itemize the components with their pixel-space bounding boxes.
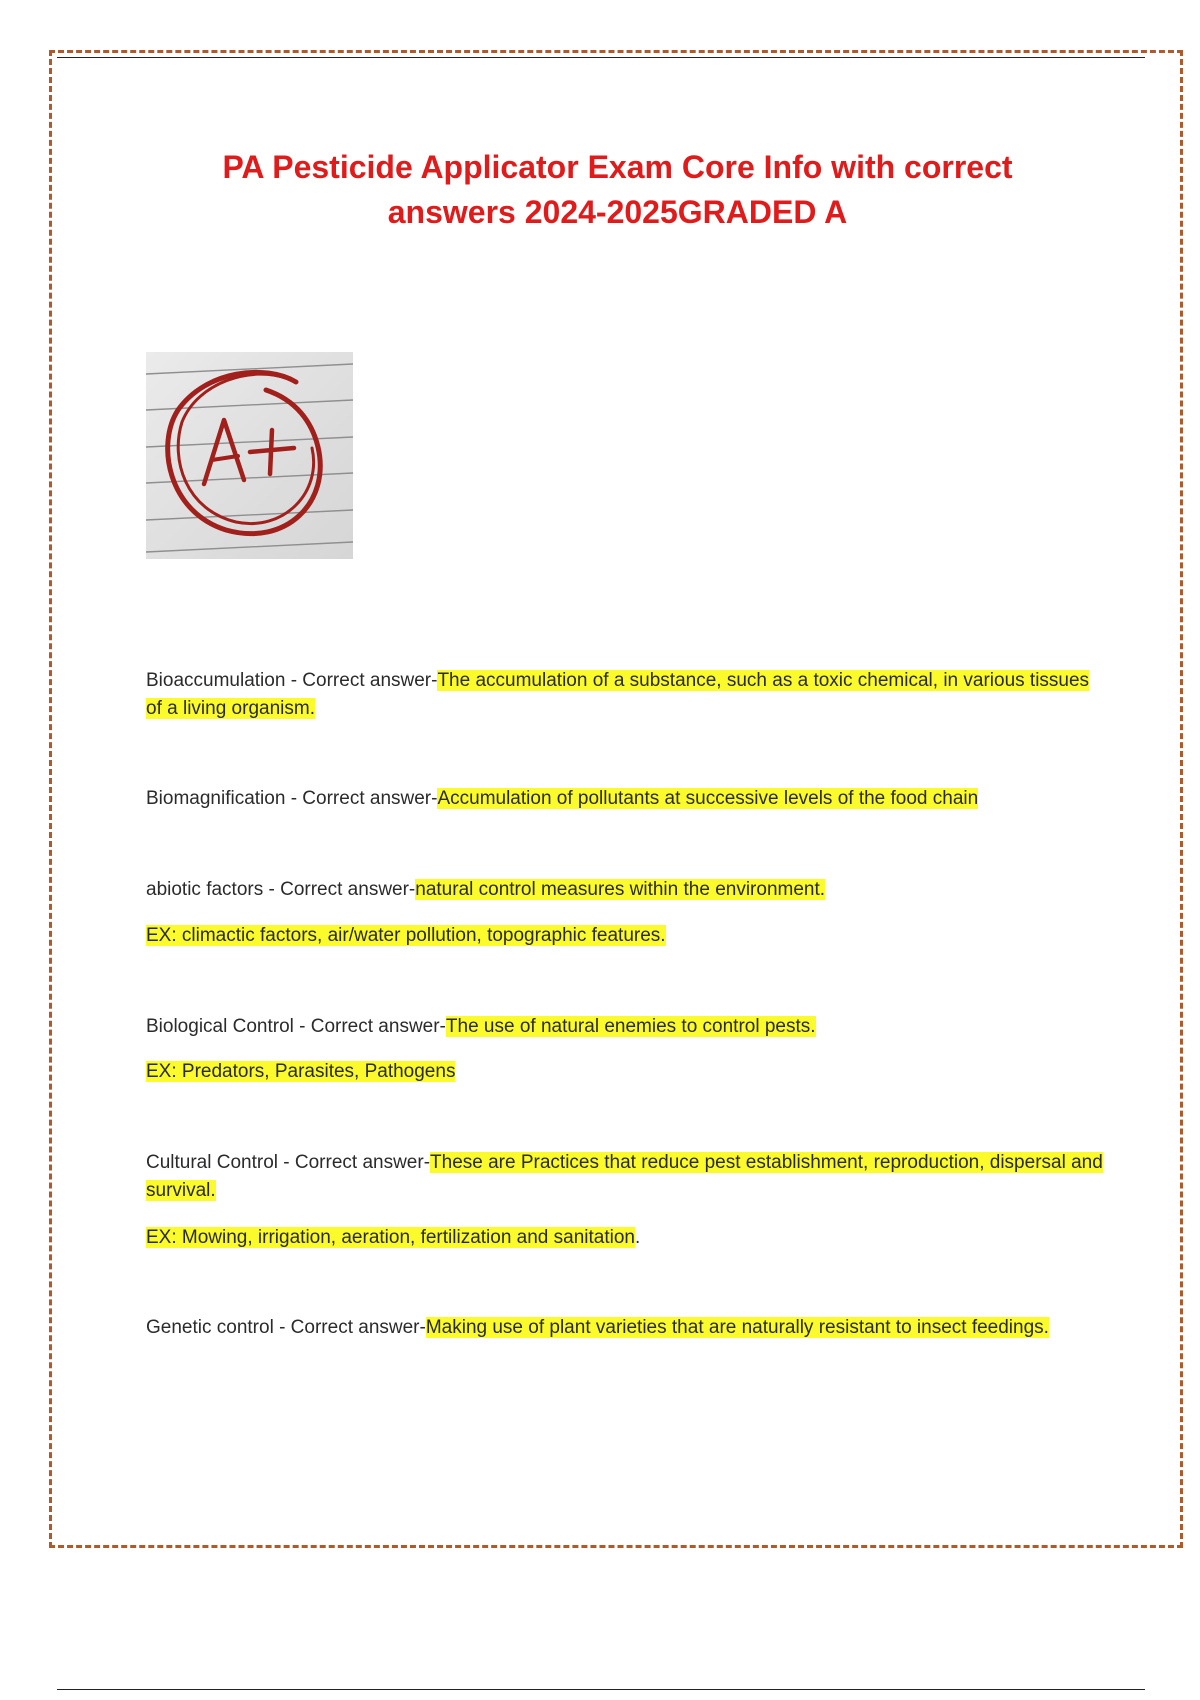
- entry-term: Genetic control: [146, 1317, 274, 1338]
- entry-example-text: EX: Predators, Parasites, Pathogens: [146, 1061, 456, 1082]
- entry-answer: The use of natural enemies to control pests.: [445, 1016, 816, 1037]
- title-line-2: answers 2024-2025GRADED A: [387, 194, 848, 230]
- entry-answer: These are Practices that reduce pest establishment, reproduction, dispersal and survival.: [146, 1152, 1103, 1201]
- entry-example-abiotic: [146, 922, 666, 950]
- entry-genetic-control: [146, 1314, 1106, 1342]
- entry-separator: - Correct answer-: [278, 1152, 431, 1173]
- bottom-rule: [57, 1689, 1145, 1690]
- entry-answer: Making use of plant varieties that are naturally resistant to insect feedings.: [425, 1317, 1049, 1338]
- entry-term: Biomagnification: [146, 788, 286, 809]
- a-plus-grade-icon: [146, 352, 353, 559]
- document-title: [160, 145, 1075, 235]
- entry-separator: - Correct answer-: [273, 1317, 426, 1338]
- entry-example-cultural: [146, 1224, 640, 1252]
- entry-separator: - Correct answer-: [293, 1016, 446, 1037]
- entry-separator: - Correct answer-: [285, 788, 438, 809]
- entry-abiotic-factors: [146, 876, 1106, 904]
- entry-answer: Accumulation of pollutants at successive levels of the food chain: [437, 788, 979, 809]
- entry-separator: - Correct answer-: [285, 670, 438, 691]
- top-rule: [57, 57, 1145, 58]
- entry-bioaccumulation: [146, 667, 1106, 723]
- entry-answer: The accumulation of a substance, such as a toxic chemical, in various tissues of a living organism.: [146, 670, 1090, 719]
- title-line-1: PA Pesticide Applicator Exam Core Info with correct: [222, 149, 1013, 185]
- entry-example-biological: [146, 1058, 455, 1086]
- entry-cultural-control: [146, 1149, 1106, 1205]
- entry-example-text: EX: climactic factors, air/water pollution, topographic features.: [146, 925, 666, 946]
- entry-biomagnification: [146, 785, 1106, 813]
- entry-example-suffix: .: [634, 1227, 641, 1248]
- entry-separator: - Correct answer-: [263, 879, 416, 900]
- entry-example-text: EX: Mowing, irrigation, aeration, fertilization and sanitation: [146, 1227, 635, 1248]
- entry-term: Biological Control: [146, 1016, 294, 1037]
- entry-term: Bioaccumulation: [146, 670, 286, 691]
- entry-answer: natural control measures within the environment.: [415, 879, 826, 900]
- entry-term: Cultural Control: [146, 1152, 278, 1173]
- entry-biological-control: [146, 1013, 1106, 1041]
- entry-term: abiotic factors: [146, 879, 264, 900]
